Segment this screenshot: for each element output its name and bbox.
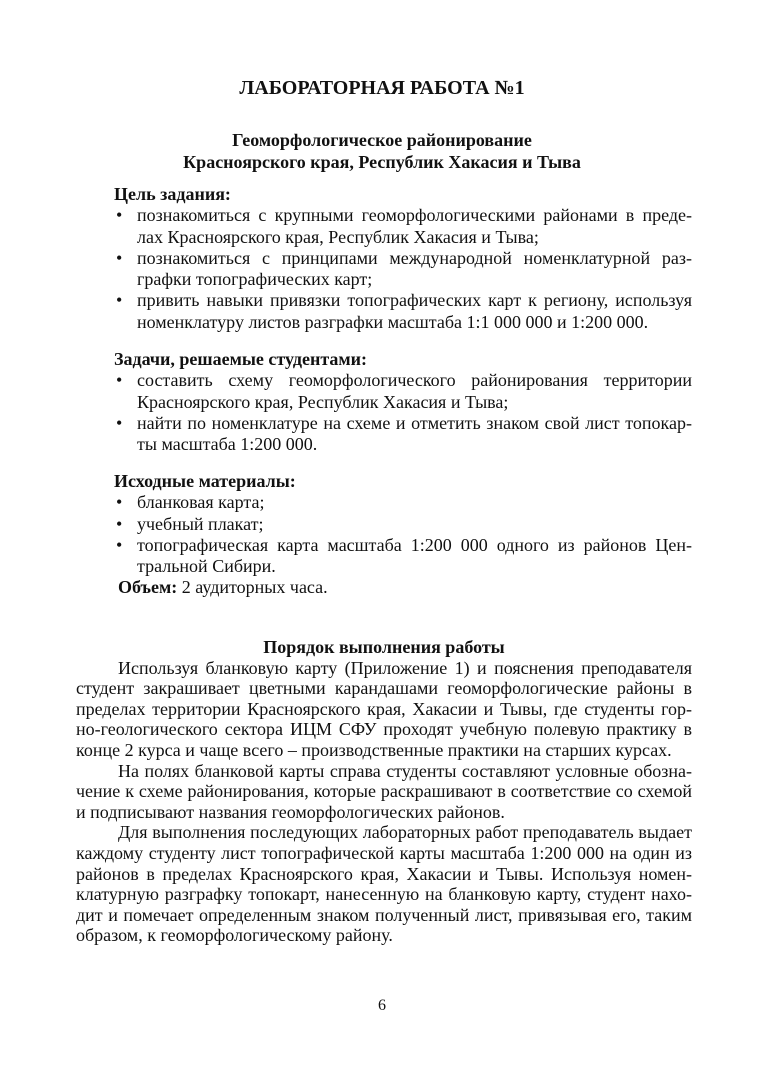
paragraph-line: чение к схеме районирования, которые раскрашивают в соответствие со схемой [76, 781, 692, 802]
bullet-line: тральной Сибири. [137, 556, 276, 577]
bullet-item [114, 413, 692, 456]
paragraph [76, 822, 692, 946]
section-heading: Исходные материалы: [114, 471, 296, 491]
paragraph-line: пределах территории Красноярского края, Хакасии и Тывы, где студенты гор- [76, 698, 692, 719]
subtitle-line: Геоморфологическое районирование [232, 130, 532, 150]
subtitle-line: Красноярского края, Республик Хакасия и Тыва [183, 152, 581, 172]
bullet-line: учебный плакат; [137, 513, 264, 534]
bullet-item [114, 535, 692, 578]
bullet-item [114, 248, 692, 291]
bullet-line: ты масштаба 1:200 000. [137, 434, 318, 455]
paragraph-line: районов в пределах Красноярского края, Хакасии и Тывы. Используя номен- [76, 863, 692, 884]
bullet-icon: • [116, 247, 123, 268]
paragraph [76, 761, 692, 823]
tasks-section [114, 349, 692, 455]
bullet-line: лах Красноярского края, Республик Хакасия и Тыва; [137, 226, 539, 247]
paragraph-line: образом, к геоморфологическому району. [76, 925, 393, 946]
bullet-icon: • [116, 492, 123, 513]
section-heading: Порядок выполнения работы [263, 637, 505, 657]
volume-line [118, 577, 696, 598]
page-number: 6 [378, 997, 386, 1014]
bullet-line: Красноярского края, Республик Хакасия и Тыва; [137, 391, 509, 412]
bullet-line: бланковая карта; [137, 492, 265, 513]
procedure-section [76, 637, 692, 946]
paragraph-line: конце 2 курса и чаще всего – производственные практики на старших курсах. [76, 739, 672, 760]
paragraph-line: На полях бланковой карты справа студенты составляют условные обозна- [118, 760, 692, 781]
paragraph-line: каждому студенту лист топографической карты масштаба 1:200 000 на один из [76, 842, 692, 863]
materials-section [114, 471, 692, 577]
bullet-line: составить схему геоморфологического районирования территории [137, 370, 692, 391]
bullet-line: найти по номенклатуре на схеме и отметить знаком свой лист топокар- [137, 412, 692, 433]
paragraph-line: но-геологического сектора ИЦМ СФУ проходят учебную полевую практику в [76, 719, 692, 740]
bullet-line: познакомиться с принципами международной номенклатурной раз- [137, 247, 692, 268]
bullet-line: номенклатуру листов разграфки масштаба 1:1 000 000 и 1:200 000. [137, 311, 649, 332]
page-title: ЛАБОРАТОРНАЯ РАБОТА №1 [239, 77, 525, 99]
bullet-icon: • [116, 534, 123, 555]
bullet-item [114, 514, 692, 535]
bullet-line: графки топографических карт; [137, 269, 373, 290]
bullet-item [114, 370, 692, 413]
bullet-item [114, 290, 692, 333]
goal-section [114, 184, 692, 333]
paragraph [76, 658, 692, 761]
bullet-icon: • [116, 290, 123, 311]
paragraph-line: клатурную разграфку топокарт, нанесенную на бланковую карту, студент нахо- [76, 884, 692, 905]
paragraph-line: и подписывают названия геоморфологических районов. [76, 801, 505, 822]
bullet-item [114, 492, 692, 513]
bullet-icon: • [116, 370, 123, 391]
bullet-item [114, 205, 692, 248]
bullet-line: топографическая карта масштаба 1:200 000 одного из районов Цен- [137, 534, 692, 555]
paragraph-line: Используя бланковую карту (Приложение 1) и пояснения преподавателя [118, 657, 692, 678]
bullet-icon: • [116, 205, 123, 226]
volume-label: Объем: [118, 577, 178, 597]
paragraph-line: Для выполнения последующих лабораторных работ преподаватель выдает [118, 822, 692, 843]
volume-value: 2 аудиторных часа. [177, 577, 328, 597]
section-heading: Задачи, решаемые студентами: [114, 349, 368, 369]
section-heading: Цель задания: [114, 184, 231, 204]
paragraph-line: дит и помечает определенным знаком полученный лист, привязывая его, таким [76, 904, 692, 925]
bullet-icon: • [116, 412, 123, 433]
subtitle [0, 129, 764, 173]
bullet-line: познакомиться с крупными геоморфологическими районами в преде- [137, 205, 692, 226]
bullet-icon: • [116, 513, 123, 534]
paragraph-line: студент закрашивает цветными карандашами геоморфологические районы в [76, 678, 692, 699]
bullet-line: привить навыки привязки топографических карт к региону, используя [137, 290, 692, 311]
